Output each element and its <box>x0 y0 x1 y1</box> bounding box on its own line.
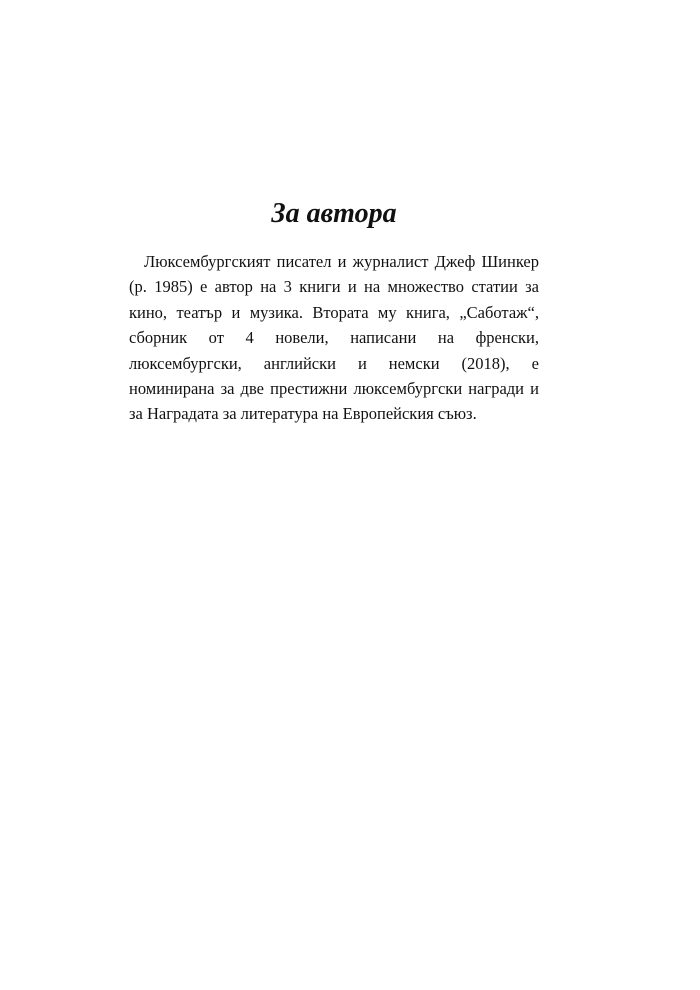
author-bio-paragraph: Люксембургският писател и журналист Джеф Шинкер (р. 1985) е автор на 3 книги и на множество статии за кино, театър и музика. Втората му книга, „Саботаж“, сборник от 4 новели, написани на френски, люксембургски, английски и немски (2018), е номинирана за две престижни люксембургски награди и за Наградата за литература на Европейския съюз. <box>129 252 539 424</box>
about-author-section <box>129 196 539 427</box>
section-title: За автора <box>271 198 397 229</box>
